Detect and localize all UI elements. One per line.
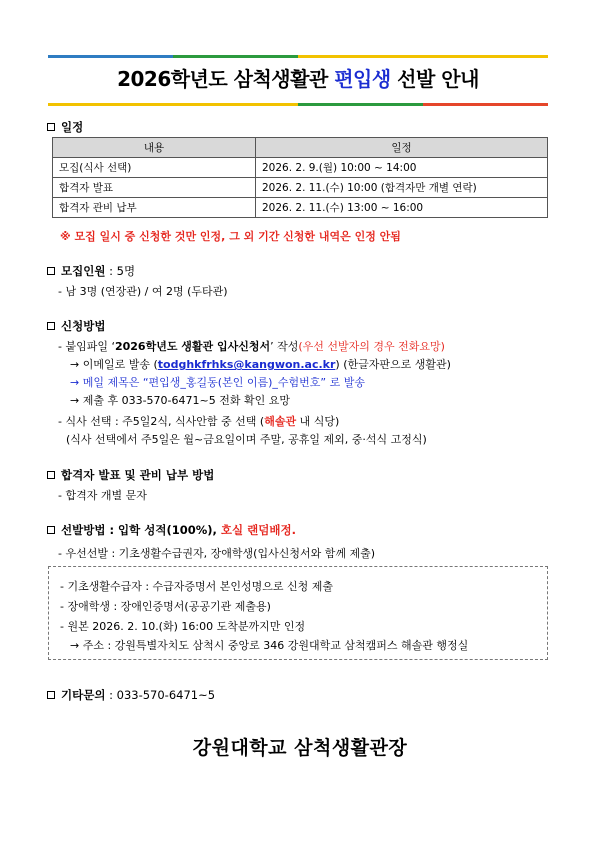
signature: 강원대학교 삼척생활관장	[192, 737, 408, 759]
table-cell: 2026. 2. 9.(월) 10:00 ~ 14:00	[256, 158, 548, 178]
apply-line-3: → 메일 제목은 “편입생_홍길동(본인 이름)_수험번호” 로 발송	[70, 376, 365, 389]
checkbox-square-icon	[47, 691, 55, 699]
apply-line-4: → 제출 후 033-570-6471~5 전화 확인 요망	[70, 394, 290, 407]
checkbox-square-icon	[47, 267, 55, 275]
announce-heading: 합격자 발표 및 관비 납부 방법	[47, 467, 214, 483]
table-row	[53, 198, 548, 218]
table-cell: 합격자 발표	[53, 178, 256, 198]
table-cell: 2026. 2. 11.(수) 13:00 ~ 16:00	[256, 198, 548, 218]
table-cell: 합격자 관비 납부	[53, 198, 256, 218]
table-cell: 2026. 2. 11.(수) 10:00 (합격자만 개별 연락)	[256, 178, 548, 198]
schedule-table	[52, 137, 548, 218]
apply-heading: 신청방법	[47, 318, 105, 334]
requirement-item: - 장애학생 : 장애인증명서(공공기관 제출용)	[60, 600, 271, 613]
select-priority: - 우선선발 : 기초생활수급권자, 장애학생(입사신청서와 함께 제출)	[58, 547, 376, 560]
requirement-address: → 주소 : 강원특별자치도 삼척시 중앙로 346 강원대학교 삼척캠퍼스 해솔관 행정실	[70, 639, 469, 652]
apply-line-6: (식사 선택에서 주5일은 월~금요일이며 주말, 공휴일 제외, 중·석식 고정식)	[66, 433, 427, 446]
table-row	[53, 178, 548, 198]
checkbox-square-icon	[47, 526, 55, 534]
requirement-item: - 원본 2026. 2. 10.(화) 16:00 도착분까지만 인정	[60, 620, 306, 633]
page-title: 2026학년도 삼척생활관 편입생 선발 안내	[117, 67, 479, 91]
recruit-detail: - 남 3명 (연장관) / 여 2명 (두타관)	[58, 285, 228, 298]
announce-detail: - 합격자 개별 문자	[58, 489, 147, 502]
apply-line-2: → 이메일로 발송 (todghkfrhks@kangwon.ac.kr) (한글자판으로 생활관)	[70, 358, 451, 371]
table-header: 일정	[256, 138, 548, 158]
schedule-heading: 일정	[47, 119, 83, 135]
email-link[interactable]: todghkfrhks@kangwon.ac.kr	[157, 358, 336, 371]
recruit-heading: 모집인원 : 5명	[47, 263, 135, 279]
table-header-row	[53, 138, 548, 158]
checkbox-square-icon	[47, 123, 55, 131]
schedule-notice: ※ 모집 일시 중 신청한 것만 인정, 그 외 기간 신청한 내역은 인정 안됨	[60, 230, 401, 243]
select-heading: 선발방법 : 입학 성적(100%), 호실 랜덤배정.	[47, 522, 296, 538]
apply-line-1: - 붙임파일 ‘2026학년도 생활관 입사신청서’ 작성(우선 선발자의 경우 전화요망)	[58, 340, 445, 353]
title-top-bar	[48, 55, 548, 58]
requirement-item: - 기초생활수급자 : 수급자증명서 본인성명으로 신청 제출	[60, 580, 334, 593]
table-row	[53, 158, 548, 178]
table-cell: 모집(식사 선택)	[53, 158, 256, 178]
table-header: 내용	[53, 138, 256, 158]
title-bottom-bar	[48, 103, 548, 106]
apply-line-5: - 식사 선택 : 주5일2식, 식사안함 중 선택 (해솔관 내 식당)	[58, 415, 340, 428]
checkbox-square-icon	[47, 471, 55, 479]
contact-heading: 기타문의 : 033-570-6471~5	[47, 687, 215, 703]
checkbox-square-icon	[47, 322, 55, 330]
